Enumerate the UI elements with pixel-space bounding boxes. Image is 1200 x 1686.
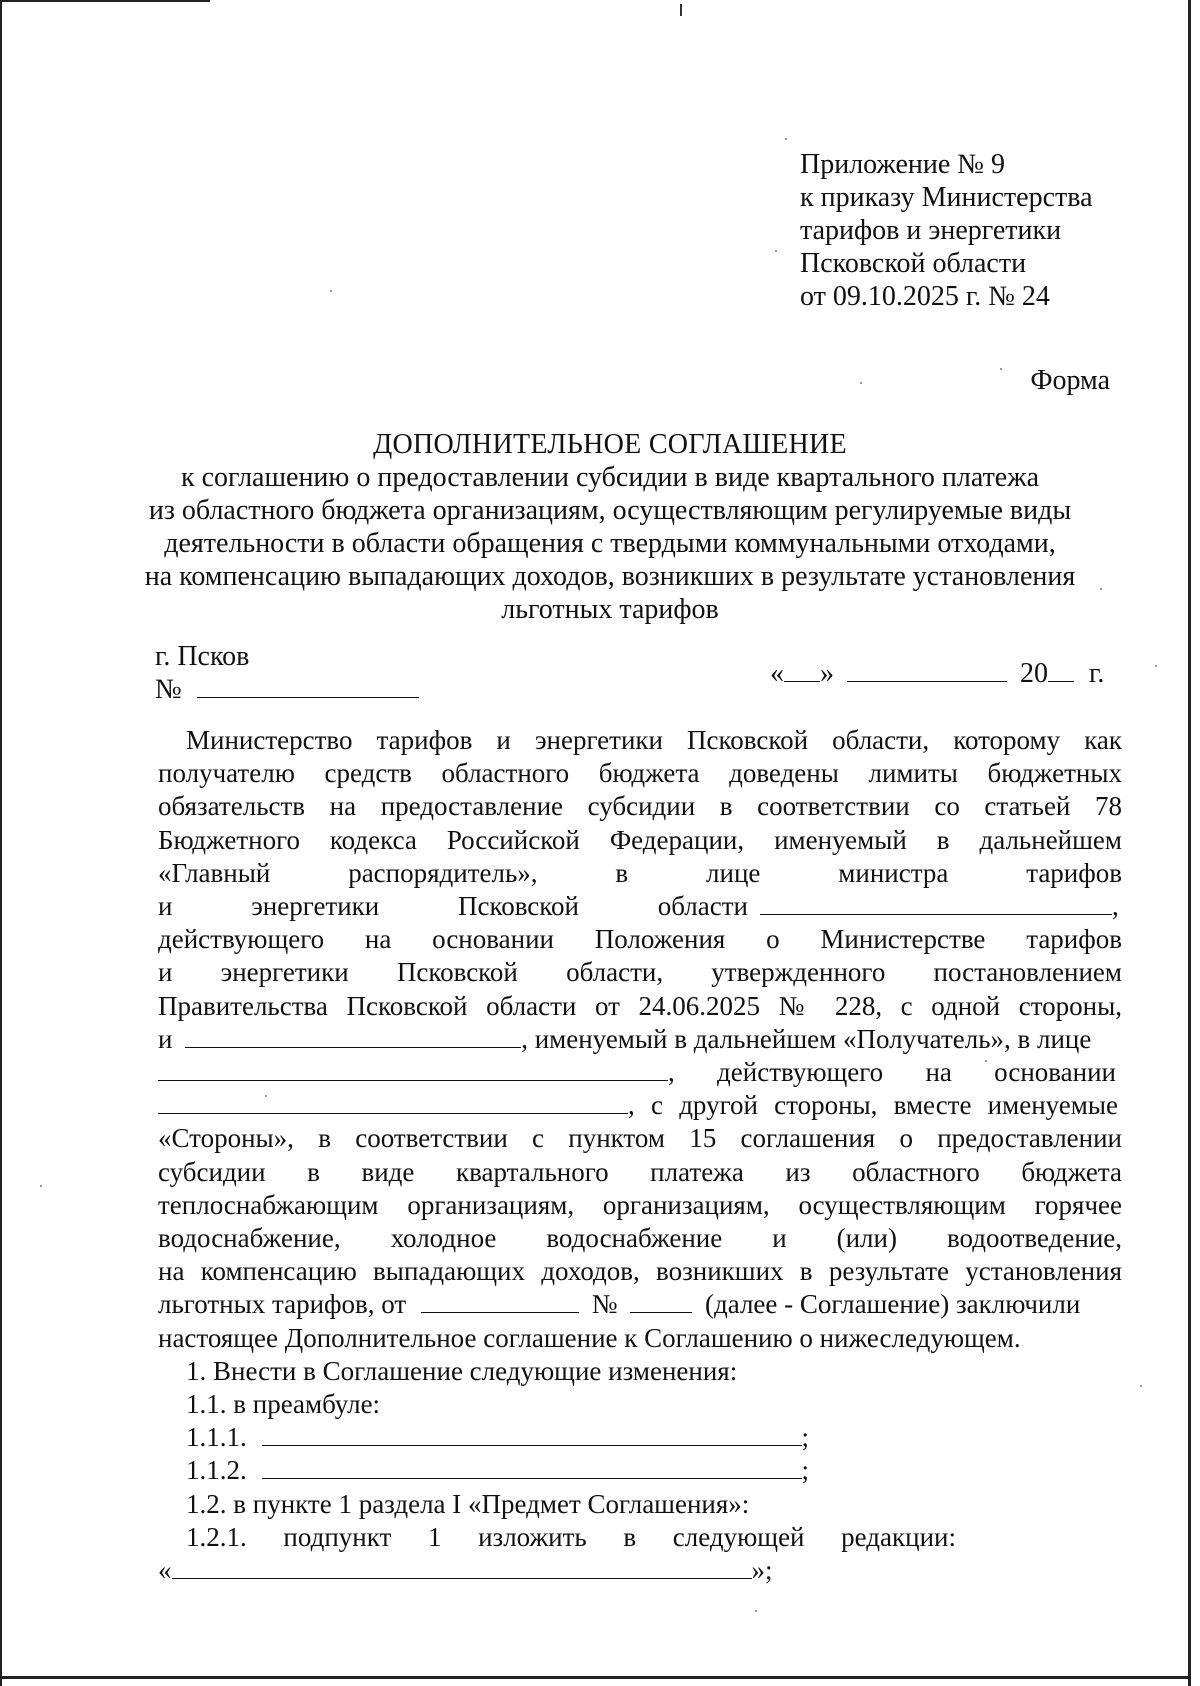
- subtitle-line: льготных тарифов: [501, 594, 719, 625]
- place-block: [155, 640, 419, 706]
- body-line: Бюджетного кодекса Российской Федерации, именуемый в дальнейшем: [158, 824, 1122, 855]
- body-line: льготных тарифов, от: [158, 1289, 407, 1320]
- agreement-body: [158, 724, 1122, 1587]
- item-1-1-1-row: [158, 1421, 1122, 1454]
- form-label: Форма: [1030, 365, 1110, 396]
- city-label: г. Псков: [155, 641, 250, 672]
- body-line: «Главный распорядитель», в лице министра тарифов: [158, 857, 1122, 888]
- appendix-block: [800, 148, 1093, 313]
- agreement-number-row: [155, 673, 419, 706]
- scan-speck: [775, 250, 777, 252]
- item-1: 1. Внести в Соглашение следующие изменения:: [186, 1355, 738, 1386]
- body-line-with-blank: [158, 1023, 1122, 1056]
- body-line: водоснабжение, холодное водоснабжение и (или) водоотведение,: [158, 1223, 1122, 1254]
- scan-edge-right: [1188, 0, 1191, 1686]
- subtitle-line: из областного бюджета организациям, осуществляющим регулируемые виды: [148, 495, 1072, 526]
- agreement-number-blank[interactable]: [197, 675, 419, 698]
- body-line-with-blank: [158, 890, 1122, 923]
- number-label: №: [155, 674, 182, 705]
- item-1-1: 1.1. в преамбуле:: [186, 1389, 381, 1420]
- year-suffix: г.: [1089, 658, 1105, 689]
- body-line: Министерство тарифов и энергетики Псковской области, которому как: [186, 725, 1122, 755]
- number-label: №: [591, 1289, 618, 1320]
- body-line: на компенсацию выпадающих доходов, возникших в результате установления: [158, 1256, 1122, 1287]
- day-blank[interactable]: [784, 659, 820, 682]
- agreement-date-blank[interactable]: [421, 1290, 579, 1313]
- new-wording-blank[interactable]: [172, 1556, 752, 1579]
- scan-edge-top: [0, 0, 210, 2]
- scan-edge-bottom: [0, 1676, 1190, 1679]
- body-line: теплоснабжающим организациям, организациям, осуществляющим горячее: [158, 1189, 1122, 1220]
- subtitle-line: к соглашению о предоставлении субсидии в виде квартального платежа: [180, 462, 1040, 493]
- item-1-1-2-blank[interactable]: [262, 1456, 802, 1479]
- scan-speck: [40, 1185, 42, 1187]
- recipient-name-blank[interactable]: [185, 1025, 521, 1048]
- body-line: Правительства Псковской области от 24.06.2025 № 228, с одной стороны,: [158, 990, 1122, 1021]
- agreement-ref-number-blank[interactable]: [630, 1290, 692, 1313]
- subtitle-line: деятельности в области обращения с твердыми коммунальными отходами,: [164, 528, 1056, 559]
- item-1-2-1-row: [158, 1521, 956, 1554]
- scan-speck: [1000, 368, 1002, 370]
- scan-speck: [755, 1610, 757, 1612]
- appendix-line: от 09.10.2025 г. № 24: [800, 281, 1050, 312]
- date-row: [770, 657, 1104, 690]
- appendix-line: к приказу Министерства: [800, 182, 1093, 213]
- body-line: и энергетики Псковской области, утвержденного постановлением: [158, 957, 1122, 988]
- body-line: (далее - Соглашение) заключили: [705, 1289, 1081, 1320]
- body-line: обязательств на предоставление субсидии в соответствии со статьей 78: [158, 791, 1122, 822]
- item-1-1-1-blank[interactable]: [262, 1423, 802, 1446]
- body-line-with-blank: [158, 1089, 1122, 1122]
- body-word: и: [158, 1023, 173, 1054]
- year-prefix: 20: [1020, 658, 1048, 689]
- document-title: ДОПОЛНИТЕЛЬНОЕ СОГЛАШЕНИЕ: [373, 429, 847, 460]
- appendix-line: Приложение № 9: [800, 149, 1005, 180]
- scan-mark: [680, 4, 682, 16]
- minister-name-blank[interactable]: [760, 892, 1112, 915]
- quote-open: «: [158, 1555, 172, 1586]
- body-line-with-blank: [158, 1288, 1122, 1321]
- scan-speck: [785, 138, 787, 140]
- body-line: и энергетики Псковской области: [158, 891, 748, 922]
- body-line: действующего на основании Положения о Министерстве тарифов: [158, 924, 1122, 955]
- item-1-1-1-label: 1.1.1.: [186, 1422, 247, 1453]
- body-line: «Стороны», в соответствии с пунктом 15 соглашения о предоставлении: [158, 1123, 1122, 1154]
- body-line: , действующего на основании: [668, 1057, 1116, 1088]
- item-1-1-2-label: 1.1.2.: [186, 1455, 247, 1486]
- item-1-2: 1.2. в пункте 1 раздела I «Предмет Соглашения»:: [186, 1488, 750, 1519]
- scan-speck: [330, 290, 332, 292]
- document-title-block: [110, 428, 1110, 626]
- date-close-quote: »: [820, 658, 834, 689]
- year-blank[interactable]: [1048, 659, 1074, 682]
- scan-edge-left: [0, 0, 2, 1686]
- date-open-quote: «: [770, 658, 784, 689]
- semicolon: ;: [801, 1455, 810, 1486]
- body-line: , именуемый в дальнейшем «Получатель», в лице: [521, 1023, 1092, 1054]
- semicolon: ;: [801, 1422, 810, 1453]
- scan-speck: [1140, 1385, 1142, 1387]
- subtitle-line: на компенсацию выпадающих доходов, возникших в результате установления: [144, 561, 1076, 592]
- comma: ,: [1112, 891, 1119, 922]
- item-1-2-1: 1.2.1. подпункт 1 изложить в следующей редакции:: [186, 1521, 956, 1552]
- body-line: получателю средств областного бюджета доведены лимиты бюджетных: [158, 758, 1122, 789]
- scan-speck: [860, 382, 862, 384]
- quote-row: [158, 1554, 1122, 1587]
- appendix-line: тарифов и энергетики: [800, 215, 1062, 246]
- scan-speck: [1155, 665, 1157, 667]
- body-line: , с другой стороны, вместе именуемые: [628, 1090, 1118, 1121]
- quote-close: »;: [751, 1555, 773, 1586]
- appendix-line: Псковской области: [800, 248, 1027, 279]
- item-1-1-2-row: [158, 1454, 1122, 1487]
- basis-document-blank[interactable]: [158, 1091, 628, 1114]
- month-blank[interactable]: [847, 659, 1007, 682]
- body-line: настоящее Дополнительное соглашение к Соглашению о нижеследующем.: [158, 1322, 1021, 1353]
- body-line: субсидии в виде квартального платежа из областного бюджета: [158, 1156, 1122, 1187]
- body-line-with-blank: [158, 1056, 1122, 1089]
- representative-blank[interactable]: [158, 1058, 668, 1081]
